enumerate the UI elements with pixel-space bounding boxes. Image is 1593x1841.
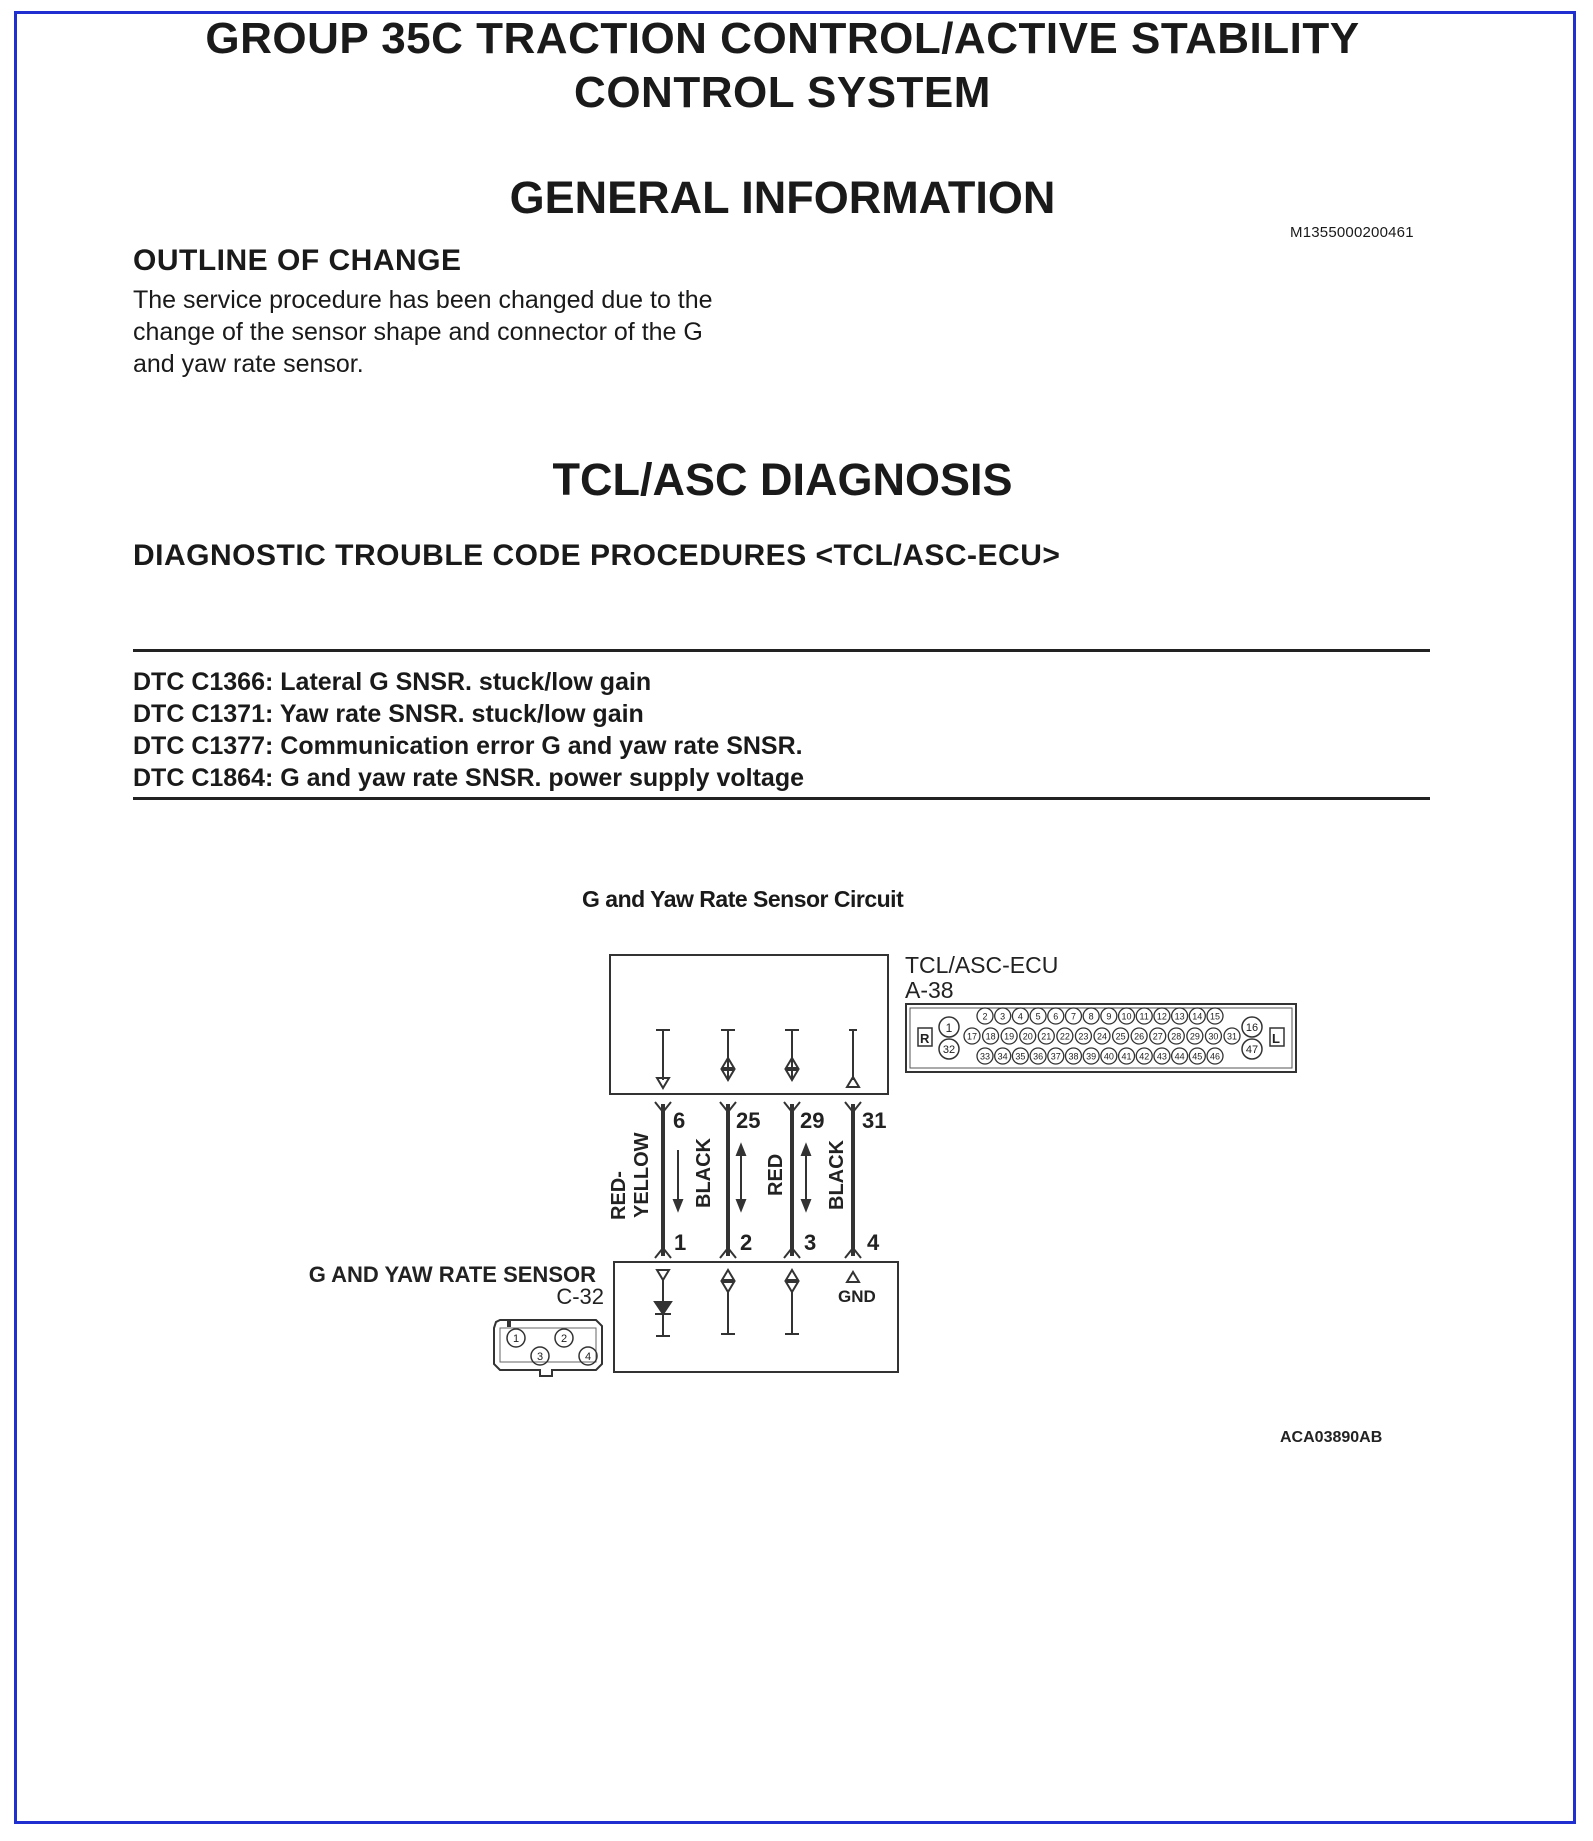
- ecu-pin-number: 31: [862, 1108, 887, 1133]
- sensor-pin-number: 1: [674, 1230, 687, 1255]
- connector-pin: 13: [1174, 1011, 1185, 1022]
- connector-pin: 47: [1245, 1044, 1259, 1056]
- circuit-title: G and Yaw Rate Sensor Circuit: [582, 886, 904, 912]
- wire-color-red: RED-: [608, 1171, 630, 1220]
- connector-side-mark: R: [920, 1031, 930, 1046]
- connector-pin: 9: [1106, 1011, 1112, 1022]
- connector-pin: 8: [1088, 1011, 1094, 1022]
- connector-pin: 24: [1096, 1031, 1108, 1042]
- connector-pin: 23: [1078, 1031, 1089, 1042]
- figure-id: ACA03890AB: [1280, 1429, 1383, 1446]
- connector-pin: 35: [1015, 1051, 1026, 1062]
- connector-pin: 41: [1121, 1051, 1132, 1062]
- outline-line-1: The service procedure has been changed due to the: [133, 286, 713, 314]
- general-information-heading: GENERAL INFORMATION: [509, 172, 1056, 223]
- dtc-item: DTC C1864: G and yaw rate SNSR. power supply voltage: [133, 764, 805, 792]
- connector-pin: 46: [1209, 1051, 1221, 1062]
- sensor-connector-face: [494, 1320, 602, 1376]
- connector-pin: 18: [985, 1031, 996, 1042]
- sensor-box: [614, 1262, 898, 1372]
- sensor-connector-id: C-32: [556, 1284, 604, 1309]
- sensor-pin-numbers: [674, 1230, 880, 1255]
- connector-pin: 25: [1115, 1031, 1126, 1042]
- ecu-internal-terminals: [656, 1030, 859, 1088]
- connector-pin: 21: [1041, 1031, 1052, 1042]
- ecu-pin-number: 6: [673, 1108, 686, 1133]
- group-title-line-1: GROUP 35C TRACTION CONTROL/ACTIVE STABILITY: [205, 14, 1360, 63]
- sensor-pin-number: 4: [867, 1230, 880, 1255]
- connector-pin: 45: [1192, 1051, 1203, 1062]
- connector-pin: 28: [1171, 1031, 1182, 1042]
- connector-pin: 17: [966, 1031, 978, 1042]
- connector-pin: 3: [1000, 1011, 1006, 1022]
- connector-pin: 1: [945, 1021, 953, 1035]
- dtc-procedures-heading: DIAGNOSTIC TROUBLE CODE PROCEDURES <TCL/ASC-ECU>: [133, 539, 1061, 572]
- connector-row-top: [977, 1008, 1223, 1024]
- connector-pin: 34: [997, 1051, 1008, 1062]
- connector-pin: 7: [1070, 1011, 1076, 1022]
- connector-pin: 33: [979, 1051, 991, 1062]
- connector-pin: 42: [1139, 1051, 1150, 1062]
- connector-pin: 2: [982, 1011, 988, 1022]
- connector-pin: 44: [1174, 1051, 1185, 1062]
- connector-pin: 12: [1156, 1011, 1167, 1022]
- connector-pin: 15: [1209, 1011, 1221, 1022]
- connector-row-middle: [964, 1028, 1240, 1044]
- connector-pin: 32: [942, 1044, 956, 1056]
- sensor-pin-number: 3: [804, 1230, 817, 1255]
- sensor-label: G AND YAW RATE SENSOR: [308, 1262, 596, 1287]
- ecu-pin-number: 29: [800, 1108, 825, 1133]
- ecu-connector-face: [906, 1004, 1296, 1072]
- document-id: M1355000200461: [1290, 224, 1414, 241]
- connector-pin: 4: [1017, 1011, 1023, 1022]
- sensor-pin-number: 2: [740, 1230, 753, 1255]
- ecu-pin-number: 25: [736, 1108, 761, 1133]
- connector-pin: 37: [1050, 1051, 1061, 1062]
- connector-pin: 43: [1156, 1051, 1167, 1062]
- connector-pin: 39: [1086, 1051, 1097, 1062]
- outline-line-3: and yaw rate sensor.: [133, 350, 364, 378]
- connector-pin: 11: [1139, 1011, 1149, 1022]
- dtc-item: DTC C1377: Communication error G and yaw rate SNSR.: [133, 732, 803, 760]
- connector-pin: 16: [1245, 1022, 1259, 1034]
- ecu-connector-id: A-38: [905, 977, 954, 1003]
- sensor-connector-pin: 4: [584, 1351, 592, 1363]
- diagnosis-heading: TCL/ASC DIAGNOSIS: [552, 454, 1013, 505]
- wire-color-black: BLACK: [693, 1138, 715, 1208]
- connector-row-bottom: [977, 1048, 1223, 1064]
- connector-pin: 27: [1152, 1031, 1163, 1042]
- outline-of-change-heading: OUTLINE OF CHANGE: [133, 244, 462, 277]
- connector-pin: 14: [1192, 1011, 1203, 1022]
- connector-pin: 31: [1226, 1031, 1238, 1042]
- wire-color-red: RED: [765, 1153, 787, 1196]
- sensor-connector-pin: 3: [536, 1351, 544, 1363]
- connector-side-mark: L: [1272, 1031, 1280, 1046]
- connector-pin: 29: [1189, 1031, 1200, 1042]
- connector-pin: 26: [1134, 1031, 1145, 1042]
- connector-pin: 36: [1033, 1051, 1044, 1062]
- dtc-item: DTC C1371: Yaw rate SNSR. stuck/low gain: [133, 700, 644, 728]
- connector-pin: 19: [1004, 1031, 1015, 1042]
- connector-pin: 5: [1035, 1011, 1041, 1022]
- connector-pin: 30: [1208, 1031, 1219, 1042]
- dtc-item: DTC C1366: Lateral G SNSR. stuck/low gain: [133, 668, 652, 696]
- ecu-label: TCL/ASC-ECU: [905, 952, 1059, 978]
- sensor-internal-terminals: [655, 1270, 859, 1336]
- connector-pin: 22: [1059, 1031, 1070, 1042]
- group-title-line-2: CONTROL SYSTEM: [574, 68, 991, 117]
- connector-pin: 10: [1121, 1011, 1132, 1022]
- gnd-label: GND: [838, 1287, 876, 1306]
- sensor-connector-pin: 1: [512, 1333, 520, 1345]
- connector-pin: 40: [1103, 1051, 1114, 1062]
- outline-line-2: change of the sensor shape and connector of the G: [133, 318, 703, 346]
- connector-pin: 20: [1022, 1031, 1033, 1042]
- sensor-connector-pin: 2: [560, 1333, 568, 1345]
- ecu-box: [610, 955, 888, 1094]
- connector-pin: 38: [1068, 1051, 1079, 1062]
- wire-color-black: BLACK: [826, 1140, 848, 1210]
- connector-pin: 6: [1053, 1011, 1059, 1022]
- wire-color-yellow: YELLOW: [631, 1132, 653, 1218]
